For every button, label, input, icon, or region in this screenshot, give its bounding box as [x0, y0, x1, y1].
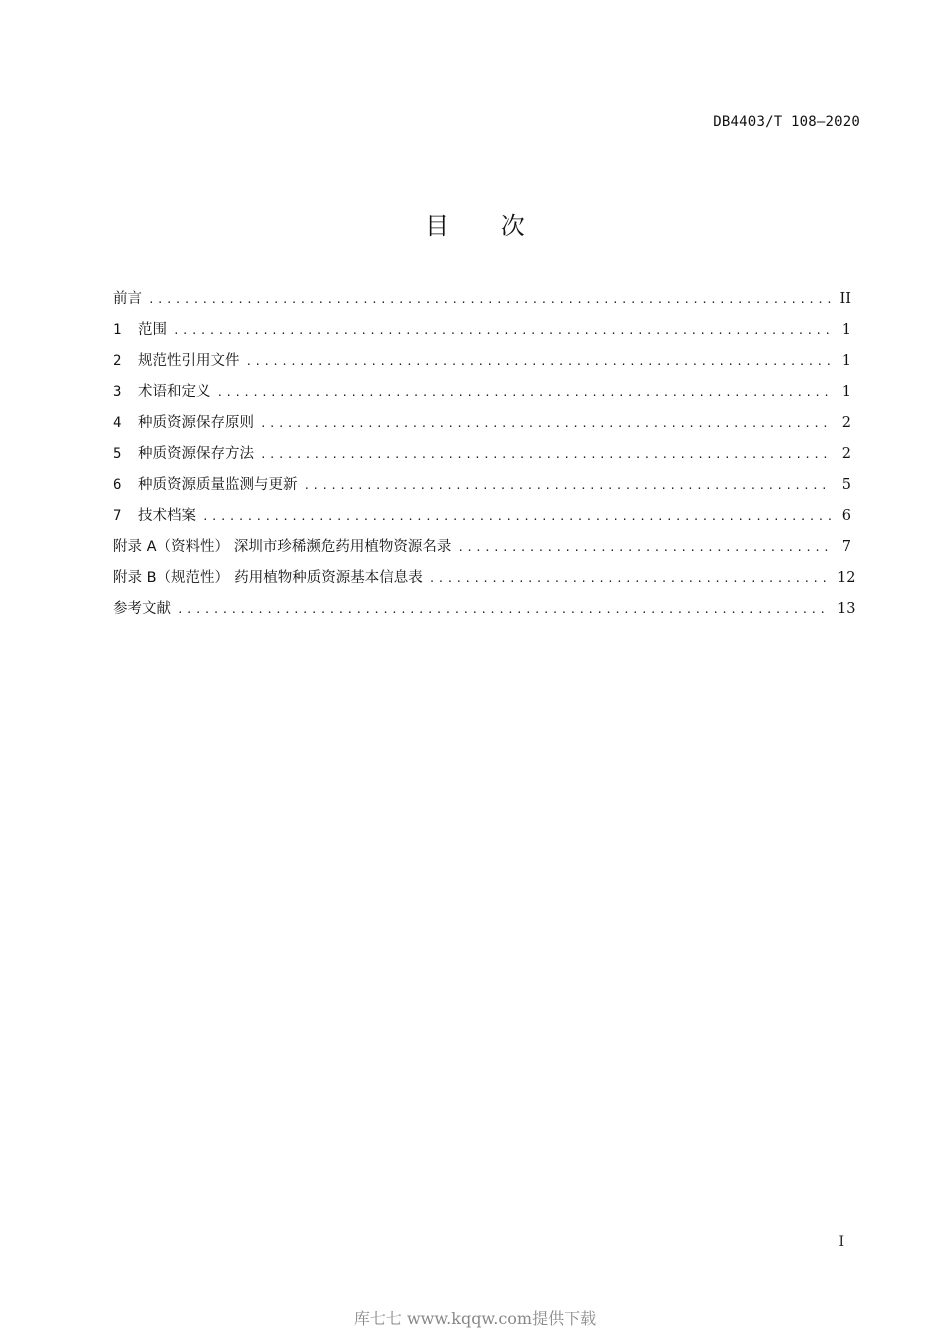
toc-entry-number: 3	[113, 384, 122, 400]
toc-entry-quality-monitoring[interactable]	[113, 474, 851, 505]
toc-dot-leader	[177, 599, 831, 621]
toc-entry-page: 7	[841, 539, 851, 555]
toc-entry-page: 1	[841, 353, 851, 369]
toc-entry-subtitle: 深圳市珍稀濒危药用植物资源名录	[233, 539, 452, 555]
toc-entry-label: 种质资源保存方法	[138, 446, 254, 462]
toc-dot-leader	[457, 537, 831, 559]
toc-entry-page: 5	[841, 477, 851, 493]
toc-dot-leader	[173, 320, 831, 342]
toc-entry-label: 术语和定义	[138, 384, 211, 400]
toc-entry-page: 12	[837, 570, 856, 586]
toc-entry-label: 技术档案	[138, 508, 196, 524]
toc-entry-page: 2	[841, 446, 851, 462]
toc-dot-leader	[260, 413, 831, 435]
download-watermark: 库七七 www.kqqw.com提供下载	[353, 1309, 597, 1328]
toc-dot-leader	[246, 351, 832, 373]
toc-dot-leader	[202, 506, 831, 528]
toc-entry-number: 1	[113, 322, 122, 338]
toc-entry-normative-references[interactable]	[113, 350, 851, 381]
toc-dot-leader	[148, 289, 831, 311]
toc-entry-page: 2	[841, 415, 851, 431]
document-code: DB4403/T 108—2020	[713, 114, 860, 130]
toc-entry-number: 2	[113, 353, 122, 369]
toc-entry-scope[interactable]	[113, 319, 851, 350]
toc-entry-foreword[interactable]	[113, 288, 851, 319]
toc-entry-label: 范围	[138, 322, 167, 338]
toc-dot-leader	[304, 475, 832, 497]
toc-dot-leader	[260, 444, 831, 466]
toc-entry-subtitle: 药用植物种质资源基本信息表	[234, 570, 423, 586]
toc-entry-technical-archives[interactable]	[113, 505, 851, 536]
toc-entry-number: 6	[113, 477, 122, 493]
toc-entry-page: 13	[837, 601, 856, 617]
toc-entry-references[interactable]	[113, 598, 856, 629]
toc-entry-label: 附录 A（资料性）	[113, 539, 230, 555]
toc-entry-preservation-methods[interactable]	[113, 443, 851, 474]
toc-entry-label: 规范性引用文件	[138, 353, 240, 369]
toc-title: 目 次	[425, 212, 547, 240]
toc-entry-preservation-principles[interactable]	[113, 412, 851, 443]
toc-entry-terms-definitions[interactable]	[113, 381, 851, 412]
toc-entry-page: 1	[841, 384, 851, 400]
toc-entry-appendix-a[interactable]	[113, 536, 851, 567]
toc-dot-leader	[429, 568, 831, 590]
toc-entry-page: 1	[841, 322, 851, 338]
page-number: I	[838, 1234, 844, 1250]
toc-entry-page: II	[839, 291, 851, 307]
toc-entry-number: 5	[113, 446, 122, 462]
toc-entry-page: 6	[841, 508, 851, 524]
toc-entry-label: 参考文献	[113, 601, 171, 617]
table-of-contents	[113, 288, 856, 629]
toc-entry-appendix-b[interactable]	[113, 567, 856, 598]
toc-entry-number: 4	[113, 415, 122, 431]
toc-entry-label: 附录 B（规范性）	[113, 570, 230, 586]
toc-entry-number: 7	[113, 508, 122, 524]
toc-entry-label: 种质资源质量监测与更新	[138, 477, 298, 493]
toc-entry-label: 前言	[113, 291, 142, 307]
toc-dot-leader	[217, 382, 832, 404]
toc-entry-label: 种质资源保存原则	[138, 415, 254, 431]
